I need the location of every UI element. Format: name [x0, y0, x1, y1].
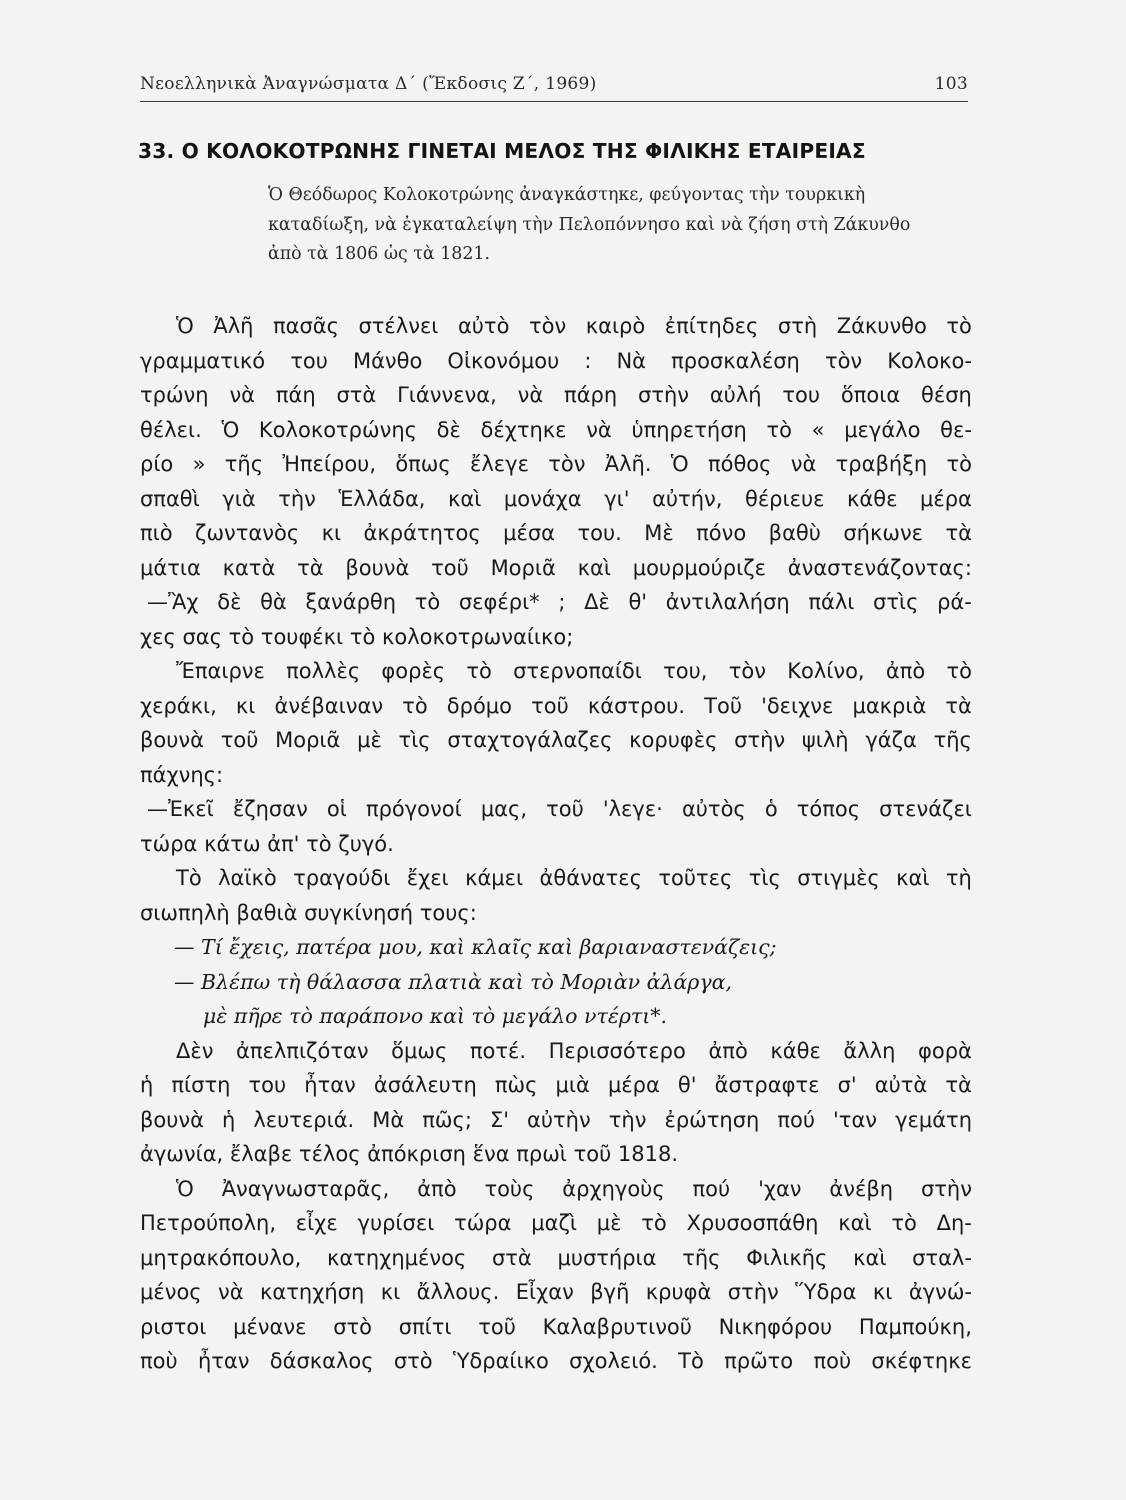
- text-line: [140, 413, 972, 448]
- text-line: [140, 1241, 972, 1276]
- word: ;: [558, 590, 566, 614]
- word: κάθε: [847, 486, 898, 511]
- word: ἦταν: [304, 1073, 356, 1097]
- word: Μὲ: [644, 521, 674, 545]
- word: Κολοκο-: [887, 348, 972, 373]
- word: θὰ: [260, 590, 287, 614]
- text-line: [140, 1344, 972, 1379]
- word: Κολίνο,: [787, 659, 865, 683]
- word: Ὑδραίικο: [452, 1349, 549, 1373]
- song-verse: — Βλέπω τὴ θάλασσα πλατιὰ καὶ τὸ Μοριὰν ἀλάργα,: [174, 969, 732, 994]
- word: Ὁ: [176, 1176, 194, 1201]
- word: σταλ-: [912, 1245, 972, 1270]
- word: αὐτήν,: [652, 486, 723, 511]
- word: Μάνθο: [352, 348, 423, 373]
- word: σταχτογάλαζες: [447, 728, 613, 752]
- word: τὶς: [398, 728, 431, 752]
- word: νὰ: [517, 383, 544, 407]
- word: στερνοπαίδι: [513, 659, 642, 683]
- dialogue-line: [140, 585, 972, 620]
- source-citation: Νεοελληνικὰ Ἀναγνώσματα Δ΄ (Ἔκδοσις Ζ΄, 1969): [140, 74, 597, 94]
- word: Νικηφόρου: [718, 1314, 833, 1339]
- word: κι: [235, 693, 256, 718]
- word: τοῦ: [478, 1314, 516, 1339]
- word: ἐπίτηδες: [664, 314, 759, 338]
- word: στὸ: [333, 1314, 372, 1339]
- word: βουνὰ: [140, 728, 204, 752]
- word: πὼς: [494, 1073, 538, 1097]
- text-line: [140, 516, 972, 551]
- word: μιὰ: [555, 1073, 590, 1097]
- word: σκέφτηκε: [871, 1349, 972, 1373]
- word: ποτέ.: [469, 1038, 527, 1063]
- word: σ': [837, 1073, 857, 1097]
- word: τὸ: [466, 659, 492, 683]
- word: Τὸ: [678, 1349, 704, 1373]
- word: τὸν: [824, 348, 863, 373]
- text-line: τώρα κάτω ἀπ' τὸ ζυγό.: [140, 831, 394, 856]
- word: Ὁ: [176, 314, 194, 338]
- word: τραγούδι: [293, 866, 391, 890]
- word: ἀπὸ: [885, 659, 926, 683]
- word: τὰ: [945, 693, 972, 718]
- text-line: [140, 378, 972, 413]
- word: στὰ: [491, 1245, 532, 1270]
- header-rule: [140, 101, 968, 102]
- word: λευτεριά.: [253, 1107, 355, 1132]
- intro-line: καταδίωξη, νὰ ἐγκαταλείψη τὴν Πελοπόννησο καὶ νὰ ζήση στὴ Ζάκυνθο: [268, 214, 911, 235]
- word: θέριευε: [744, 486, 825, 511]
- word: Παμπούκη,: [858, 1314, 972, 1339]
- word: κι: [380, 1280, 401, 1304]
- word: αὐτὸ: [457, 314, 510, 338]
- word: φορὰ: [918, 1038, 972, 1063]
- word: μάτια: [140, 555, 201, 580]
- word: ἀθάνατες: [539, 866, 642, 890]
- word: τόπος: [796, 797, 861, 821]
- word: ἄλλη: [843, 1038, 896, 1063]
- word: ὅποια: [840, 383, 901, 407]
- word: τὸ: [641, 1211, 667, 1235]
- word: θέλει.: [140, 417, 202, 442]
- word: πού: [692, 1176, 731, 1201]
- word: τὰ: [945, 1073, 972, 1097]
- word: Ὁ: [221, 417, 240, 442]
- word: νὰ: [586, 417, 612, 442]
- word: πάη: [275, 383, 316, 407]
- word: ζωντανὸς: [195, 521, 300, 545]
- word: οἱ: [326, 797, 347, 821]
- word: Δὲ: [584, 590, 610, 614]
- word: θε-: [940, 417, 972, 442]
- word: μέρα: [919, 486, 972, 511]
- word: ἦταν: [197, 1349, 250, 1373]
- word: μὲ: [596, 1211, 622, 1235]
- word: βουνὰ: [345, 555, 410, 580]
- text-line: [140, 723, 972, 758]
- word: πῶς;: [422, 1107, 472, 1132]
- word: ἀναστενάζοντας:: [787, 555, 972, 580]
- word: τῆς: [224, 452, 264, 476]
- word: 'λεγε·: [602, 797, 663, 821]
- word: Εἶχαν: [515, 1280, 574, 1304]
- word: ρίο: [140, 452, 174, 476]
- intro-line: ἀπὸ τὰ 1806 ὡς τὰ 1821.: [268, 244, 490, 264]
- word: νὰ: [790, 452, 817, 476]
- word: ἀνέβαιναν: [274, 693, 384, 718]
- word: τὴ: [945, 866, 972, 890]
- text-line: [140, 1034, 972, 1069]
- word: πιὸ: [140, 521, 173, 545]
- word: τὰ: [297, 555, 324, 580]
- word: θ': [677, 1073, 697, 1097]
- word: βουνὰ: [140, 1107, 204, 1132]
- word: τὴν: [608, 1107, 647, 1132]
- word: στὶς: [873, 590, 919, 614]
- text-line: [140, 309, 972, 344]
- word: ποὺ: [140, 1349, 178, 1373]
- word: καὶ: [838, 1211, 872, 1235]
- word: ριστοι: [140, 1314, 207, 1339]
- word: τὴν: [278, 486, 316, 511]
- word: :: [584, 348, 592, 373]
- word: δάσκαλος: [269, 1349, 374, 1373]
- word: τώρα: [454, 1211, 512, 1235]
- text-line: [140, 551, 972, 586]
- word: στὴν: [727, 1280, 779, 1304]
- chapter-intro: [268, 181, 968, 270]
- word: Δη-: [936, 1211, 972, 1235]
- word: σχολειό.: [569, 1349, 658, 1373]
- word: ποὺ: [813, 1349, 852, 1373]
- word: 'χαν: [758, 1176, 802, 1201]
- word: τὸν: [728, 659, 766, 683]
- word: ἀκράτητος: [363, 521, 481, 545]
- word: μέσα: [503, 521, 556, 545]
- word: τὸν: [528, 314, 567, 338]
- word: ἀνέβη: [829, 1176, 894, 1201]
- word: Ἔπαιρνε: [176, 659, 265, 683]
- word: στὴ: [777, 314, 818, 338]
- word: Τοῦ: [704, 693, 742, 718]
- word: ἀπελπιζόταν: [236, 1038, 369, 1063]
- song-verse: μὲ πῆρε τὸ παράπονο καὶ τὸ μεγάλο ντέρτι*.: [203, 1004, 668, 1028]
- word: τοῦ: [546, 797, 584, 821]
- word: Ἑλλάδα,: [338, 486, 426, 511]
- word: καὶ: [577, 555, 611, 580]
- text-line: χες σας τὸ τουφέκι τὸ κολοκοτρωναίικο;: [140, 624, 574, 649]
- word: μητρακόπουλο,: [140, 1245, 302, 1270]
- dialogue-line: [140, 792, 972, 827]
- word: δρόμο: [446, 693, 513, 718]
- word: προσκαλέση: [671, 348, 800, 373]
- word: Πετρούπολη,: [140, 1211, 277, 1235]
- word: του: [290, 348, 328, 373]
- word: αὐτὸς: [681, 797, 746, 821]
- word: ἀπὸ: [417, 1176, 457, 1201]
- word: εἶχε: [295, 1211, 338, 1235]
- word: βγῆ: [590, 1280, 630, 1304]
- word: ὁ: [764, 797, 778, 821]
- word: μονάχα: [503, 486, 582, 511]
- word: τὸν: [548, 452, 586, 476]
- word: τῆς: [933, 728, 972, 752]
- word: 'δειχνε: [761, 693, 834, 718]
- word: κάθε: [770, 1038, 821, 1063]
- word: τρώνη: [140, 383, 209, 407]
- word: ἡ: [222, 1107, 236, 1132]
- word: Σ': [489, 1107, 509, 1132]
- word: ρά-: [937, 590, 972, 614]
- word: Νὰ: [616, 348, 647, 373]
- word: Δὲν: [176, 1038, 214, 1063]
- word: βαθὺ: [768, 521, 821, 545]
- word: ὅπως: [395, 452, 451, 476]
- text-line: [140, 447, 972, 482]
- word: στιγμὲς: [797, 866, 880, 890]
- word: πολλὲς: [286, 659, 361, 683]
- word: μαζὶ: [531, 1211, 577, 1235]
- word: κάστρου.: [587, 693, 686, 718]
- word: νὰ: [229, 383, 256, 407]
- word: πόθος: [707, 452, 772, 476]
- word: τὶς: [748, 866, 781, 890]
- word: Μὰ: [372, 1107, 405, 1132]
- word: δέχτηκε: [480, 417, 567, 442]
- word: θέση: [921, 383, 972, 407]
- word: Καλαβρυτινοῦ: [542, 1314, 692, 1339]
- word: μας,: [480, 797, 528, 821]
- word: τοῦ: [431, 555, 469, 580]
- word: γιὰ: [222, 486, 256, 511]
- word: στὴν: [920, 1176, 972, 1201]
- song-verse: — Τί ἔχεις, πατέρα μου, καὶ κλαῖς καὶ βαριαναστενάζεις;: [174, 935, 777, 959]
- word: σεφέρι*: [458, 590, 540, 614]
- word: πασᾶς: [272, 314, 339, 338]
- word: κατηχημένος: [327, 1245, 467, 1270]
- text-line: πάχνης:: [140, 762, 224, 787]
- word: μυστήρια: [557, 1245, 657, 1270]
- word: κατηχήση: [260, 1280, 365, 1304]
- word: Μοριᾶ: [275, 728, 341, 752]
- chapter-title: 33. Ο ΚΟΛΟΚΟΤΡΩΝΗΣ ΓΙΝΕΤΑΙ ΜΕΛΟΣ ΤΗΣ ΦΙΛΙΚΗΣ ΕΤΑΙΡΕΙΑΣ: [138, 139, 866, 163]
- word: κάμει: [465, 866, 524, 890]
- word: Περισσότερο: [548, 1038, 686, 1063]
- word: Οἰκονόμου: [447, 348, 560, 373]
- body-text: [140, 309, 972, 1379]
- word: καὶ: [448, 486, 482, 511]
- word: τραβήξη: [835, 452, 928, 476]
- word: ὅμως: [391, 1038, 448, 1063]
- word: πάρη: [564, 383, 618, 407]
- word: τὰ: [945, 521, 972, 545]
- word: χεράκι,: [140, 693, 217, 718]
- word: πάλι: [808, 590, 855, 614]
- word: δὲ: [217, 590, 242, 614]
- word: μουρμούριζε: [632, 555, 766, 580]
- word: πρῶτο: [724, 1349, 794, 1373]
- word: αὐτὰ: [874, 1073, 928, 1097]
- word: σπίτι: [398, 1314, 452, 1339]
- word: του: [248, 1073, 287, 1097]
- word: κορυφὲς: [629, 728, 718, 752]
- word: κι: [872, 1280, 893, 1304]
- word: Ἀναγνωσταρᾶς,: [221, 1176, 390, 1201]
- word: ἀγνώ-: [908, 1280, 972, 1304]
- word: ἔλεγε: [470, 452, 529, 476]
- word: γεμάτη: [895, 1107, 972, 1132]
- word: μένανε: [233, 1314, 307, 1339]
- word: Ὕδρα: [795, 1280, 857, 1304]
- word: τὸ: [891, 1211, 917, 1235]
- word: Τὸ: [176, 866, 202, 890]
- word: Ὁ: [670, 452, 689, 476]
- text-line: [140, 861, 972, 896]
- word: γυρίσει: [357, 1211, 435, 1235]
- word: πίστη: [171, 1073, 231, 1097]
- word: του.: [577, 521, 622, 545]
- word: τὸ: [946, 659, 972, 683]
- word: ἀσάλευτη: [373, 1073, 477, 1097]
- word: τὸ: [766, 417, 792, 442]
- word: »: [192, 452, 206, 476]
- word: Ἀλῆ.: [604, 452, 652, 476]
- text-line: [140, 482, 972, 517]
- word: Χρυσοσπάθη: [686, 1211, 819, 1235]
- word: θ': [628, 590, 648, 614]
- word: ἔζησαν: [232, 797, 308, 821]
- word: τὸ: [414, 590, 441, 614]
- text-line: [140, 689, 972, 724]
- word: τὸ: [946, 452, 972, 476]
- word: μεγάλο: [844, 417, 921, 442]
- word: ἀρχηγοὺς: [562, 1176, 665, 1201]
- word: Φιλικῆς: [746, 1245, 828, 1270]
- word: Μοριᾶ: [490, 555, 556, 580]
- word: του,: [663, 659, 708, 683]
- text-line: ἀγωνία, ἔλαβε τέλος ἀπόκριση ἕνα πρωὶ τοῦ 1818.: [140, 1142, 679, 1166]
- word: στὰ: [336, 383, 377, 407]
- word: στενάζει: [879, 797, 972, 821]
- word: φορὲς: [381, 659, 446, 683]
- word: λαϊκὸ: [218, 866, 277, 890]
- word: κατὰ: [222, 555, 276, 580]
- word: Ἠπείρου,: [282, 452, 377, 476]
- word: στέλνει: [358, 314, 439, 338]
- word: ἄστραφτε: [714, 1073, 820, 1097]
- word: στὴν: [638, 383, 690, 407]
- word: σήκωνε: [843, 521, 924, 545]
- text-line: [140, 654, 972, 689]
- word: γραμματικό: [140, 348, 266, 373]
- word: τοῦτες: [658, 866, 733, 890]
- word: αὐτὴν: [527, 1107, 591, 1132]
- word: Ἀλῆ: [213, 314, 254, 338]
- word: γι': [604, 486, 630, 511]
- word: ὑπηρετήση: [631, 417, 747, 442]
- word: ξανάρθη: [305, 590, 397, 614]
- word: τοῦ: [531, 693, 569, 718]
- word: νὰ: [218, 1280, 244, 1304]
- text-line: [140, 1172, 972, 1207]
- word: μακριὰ: [852, 693, 927, 718]
- word: σπαθὶ: [140, 486, 200, 511]
- word: καὶ: [896, 866, 930, 890]
- text-line: [140, 1275, 972, 1310]
- word: γάζα: [865, 728, 917, 752]
- word: πού: [777, 1107, 815, 1132]
- word: Γιάννενα,: [397, 383, 497, 407]
- text-line: σιωπηλὴ βαθιὰ συγκίνησή τους:: [140, 900, 477, 925]
- word: μέρα: [607, 1073, 660, 1097]
- word: ἔχει: [406, 866, 449, 890]
- word: αὐλή: [709, 383, 762, 407]
- intro-line: Ὁ Θεόδωρος Κολοκοτρώνης ἀναγκάστηκε, φεύγοντας τὴν τουρκικὴ: [268, 185, 866, 205]
- word: πρόγονοί: [365, 797, 462, 821]
- word: —Ἐκεῖ: [147, 797, 214, 821]
- text-line: [140, 1310, 972, 1345]
- text-line: [140, 344, 972, 379]
- word: καὶ: [853, 1245, 887, 1270]
- text-line: [140, 1068, 972, 1103]
- word: Κολοκοτρώνης: [258, 417, 417, 442]
- word: ἀπὸ: [708, 1038, 748, 1063]
- word: ἡ: [140, 1073, 154, 1097]
- word: δὲ: [436, 417, 461, 442]
- word: μὲ: [357, 728, 382, 752]
- text-line: [140, 1103, 972, 1138]
- word: «: [811, 417, 825, 442]
- word: 'ταν: [833, 1107, 878, 1132]
- word: τὸ: [402, 693, 428, 718]
- word: ἀντιλαλήση: [665, 590, 790, 614]
- word: τὸ: [946, 314, 972, 338]
- word: ἐρώτηση: [664, 1107, 760, 1132]
- word: πόνο: [696, 521, 747, 545]
- word: τοὺς: [484, 1176, 535, 1201]
- word: —Ἂχ: [147, 590, 199, 614]
- word: κρυφὰ: [645, 1280, 712, 1304]
- word: ψιλὴ: [801, 728, 849, 752]
- word: Ζάκυνθο: [836, 314, 927, 338]
- word: του: [782, 383, 821, 407]
- word: ἄλλους.: [416, 1280, 500, 1304]
- word: τῆς: [682, 1245, 721, 1270]
- word: στὸ: [393, 1349, 433, 1373]
- text-line: [140, 1206, 972, 1241]
- word: στὴν: [734, 728, 786, 752]
- word: καιρὸ: [585, 314, 646, 338]
- word: κι: [321, 521, 342, 545]
- word: τοῦ: [220, 728, 259, 752]
- page-number: 103: [934, 74, 968, 94]
- word: μένος: [140, 1280, 202, 1304]
